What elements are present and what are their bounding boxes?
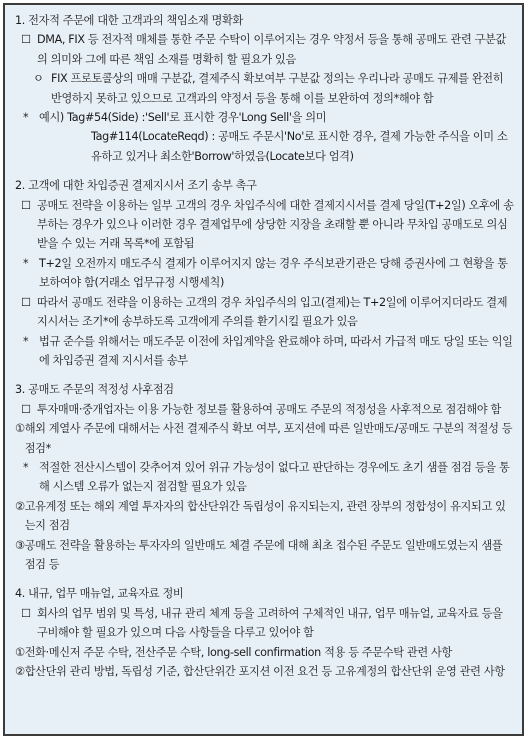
item-text: 따라서 공매도 전략을 이용하는 고객의 경우 차입주식의 입고(결제)는 T+2일에 이루어지더라도 결제 지시서는 조기*에 송부하도록 고객에게 주의를 환기시킬 필요가 있음 [37, 295, 508, 329]
list-item [15, 604, 514, 643]
item-text: 예시) Tag#54(Side) :'Sell'로 표시한 경우'Long Sell'을 의미 [39, 111, 327, 125]
item-text: 고유계정 또는 해외 계열 투자자의 합산단위간 독립성이 유지되는지, 관련 장부의 정합성이 유지되고 있는지 점검 [24, 499, 506, 533]
list-item [15, 497, 514, 536]
list-item [15, 400, 514, 419]
bullet-marker: ☐ [21, 402, 31, 416]
list-item [15, 254, 514, 293]
item-text: FIX 프로토콜상의 매매 구분값, 결제주식 확보여부 구분값 정의는 우리나라 공매도 규제를 완전히 반영하지 못하고 있으므로 고객과의 약정서 등을 통해 이를 보완하여 정의*해야 함 [51, 72, 504, 105]
list-item [15, 419, 514, 458]
list-item [15, 30, 514, 69]
list-item [15, 293, 514, 332]
item-text: 공매도 전략을 이용하는 일부 고객의 경우 차입주식에 대한 결제지시서를 결제 당일(T+2일) 오후에 송부하는 경우가 있으나 이러한 경우 결제업무에 상당한 지장을 초래할 뿐 아니라 무차입 공매도로 의심받을 수 있는 거래 목록*에 포함됨 [37, 198, 514, 251]
bullet-marker: * [23, 334, 29, 348]
list-item [15, 458, 514, 497]
list-item [15, 108, 514, 127]
item-text: T+2일 오전까지 매도주식 결제가 이루어지지 않는 경우 주식보관기관은 당해 증권사에 그 현황을 통보하여야 함(거래소 업무규정 시행세칙) [39, 256, 508, 290]
notice-box [3, 3, 524, 736]
section [15, 176, 514, 370]
item-text: 회사의 업무 범위 및 특성, 내규 관리 체계 등을 고려하여 구체적인 내규, 업무 매뉴얼, 교육자료 등을 구비해야 할 필요가 있으며 다음 사항들을 다루고 있어야 함 [37, 606, 503, 640]
list-item [15, 536, 514, 575]
item-text: 공매도 전략을 활용하는 투자자의 일반매도 체결 주문에 대해 최초 접수된 주문도 일반매도였는지 샘플 점검 등 [24, 538, 503, 571]
list-item [15, 332, 514, 371]
bullet-marker: * [23, 460, 29, 474]
bullet-marker: ② [15, 499, 25, 513]
bullet-marker: ① [15, 422, 25, 436]
item-text: DMA, FIX 등 전자적 매체를 통한 주문 수탁이 이루어지는 경우 약정서 등을 통해 공매도 관련 구분값의 의미와 그에 따른 책임 소재를 명확히 할 필요가 있음 [37, 33, 506, 66]
section-title: 4. 내규, 업무 매뉴얼, 교육자료 정비 [15, 587, 184, 601]
section [15, 584, 514, 681]
item-text: 적절한 전산시스템이 갖추어져 있어 위규 가능성이 없다고 판단하는 경우에도 초기 샘플 점검 등을 통해 시스템 오류가 없는지 점검할 필요가 있음 [39, 460, 510, 494]
item-text: 투자매매·중개업자는 이용 가능한 정보를 활용하여 공매도 주문의 적정성을 사후적으로 점검해야 함 [37, 402, 502, 416]
bullet-marker: ② [15, 665, 25, 678]
bullet-marker: ☐ [21, 33, 31, 47]
section-title: 2. 고객에 대한 차입증권 결제지시서 조기 송부 촉구 [15, 179, 257, 193]
bullet-marker: * [23, 256, 29, 270]
section-title: 1. 전자적 주문에 대한 고객과의 책임소재 명확화 [15, 14, 243, 27]
bullet-marker: ☐ [21, 198, 31, 212]
section [15, 11, 514, 166]
bullet-marker: ☐ [21, 295, 31, 309]
item-text: 해외 계열사 주문에 대해서는 사전 결제주식 확보 여부, 포지션에 따른 일반매도/공매도 구분의 적절성 등 점검* [24, 422, 513, 455]
bullet-marker: ① [15, 645, 25, 659]
section [15, 380, 514, 574]
bullet-marker: ☐ [21, 606, 31, 620]
list-item [15, 127, 514, 166]
list-item [15, 643, 514, 662]
list-item [15, 196, 514, 254]
list-item [15, 69, 514, 108]
item-text: Tag#114(LocateReqd) : 공매도 주문시'No'로 표시한 경우, 결제 가능한 주식을 이미 소유하고 있거나 최소한'Borrow'하였음(Locate보다 엄격) [91, 130, 508, 163]
list-item [15, 662, 514, 681]
bullet-marker: ㅇ [33, 72, 44, 86]
content [5, 5, 522, 681]
item-text: 전화·메신저 주문 수탁, 전산주문 수탁, long-sell confirmation 적용 등 주문수탁 관련 사항 [24, 645, 452, 659]
bullet-marker: ③ [15, 538, 25, 552]
item-text: 법규 준수를 위해서는 매도주문 이전에 차입계약을 완료해야 하며, 따라서 가급적 매도 당일 또는 익일에 차입증권 결제 지시서를 송부 [39, 334, 513, 367]
item-text: 합산단위 관리 방법, 독립성 기준, 합산단위간 포지션 이전 요건 등 고유계정의 합산단위 운영 관련 사항 [24, 665, 505, 678]
bullet-marker: * [23, 111, 29, 125]
section-title: 3. 공매도 주문의 적정성 사후점검 [15, 383, 174, 397]
